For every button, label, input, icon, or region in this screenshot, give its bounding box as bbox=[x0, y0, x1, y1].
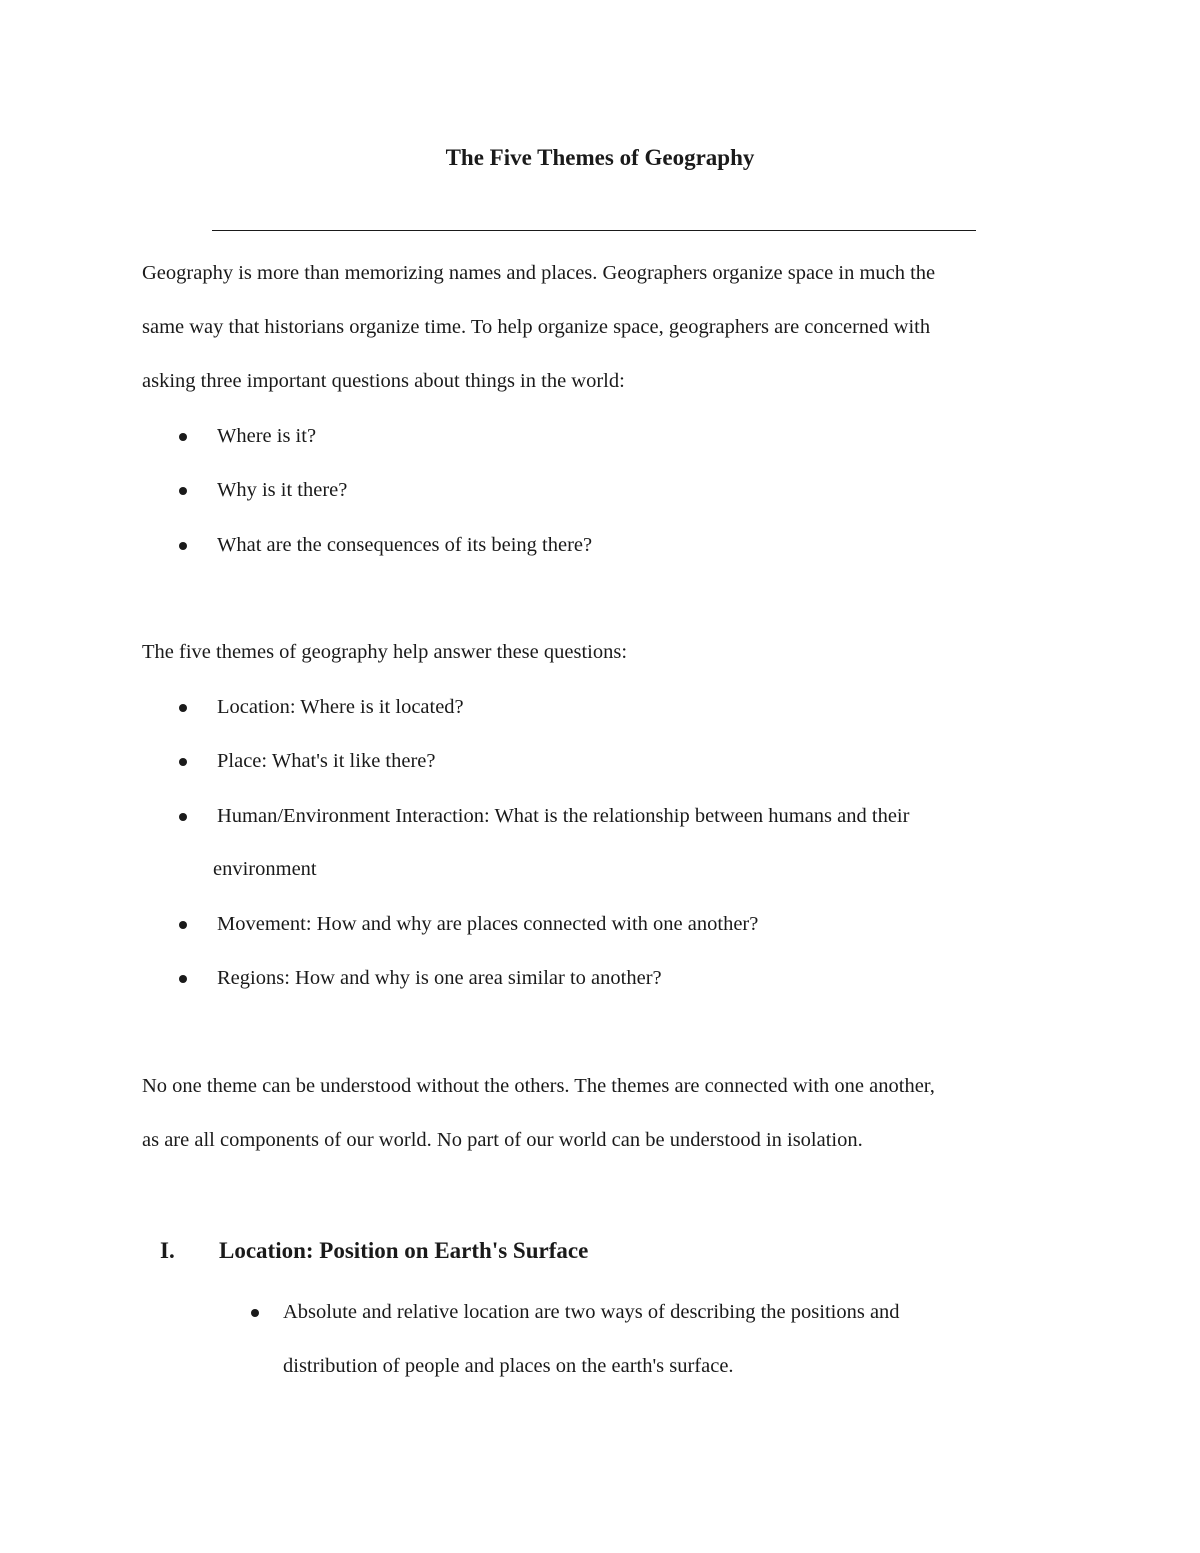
list-item-continuation bbox=[0, 842, 1200, 896]
conclusion-line-2: as are all components of our world. No part of our world can be understood in isolation. bbox=[142, 1129, 863, 1151]
theme-text: Regions: How and why is one area similar to another? bbox=[217, 967, 662, 989]
list-item bbox=[0, 789, 1200, 843]
section-bullet-text-continued: distribution of people and places on the earth's surface. bbox=[283, 1355, 734, 1377]
bullet-icon bbox=[179, 813, 187, 821]
title-underline bbox=[212, 230, 976, 231]
theme-text: Human/Environment Interaction: What is the relationship between humans and their bbox=[217, 805, 910, 827]
section-heading bbox=[0, 1224, 1200, 1278]
section-bullet-text: Absolute and relative location are two ways of describing the positions and bbox=[283, 1301, 900, 1323]
intro-line-3: asking three important questions about things in the world: bbox=[142, 370, 625, 392]
bullet-icon bbox=[179, 921, 187, 929]
list-item bbox=[0, 1285, 1200, 1339]
bullet-icon bbox=[179, 975, 187, 983]
intro-line-2: same way that historians organize time. To help organize space, geographers are concerned with bbox=[142, 316, 931, 338]
question-text: Why is it there? bbox=[217, 479, 348, 501]
theme-text: Movement: How and why are places connected with one another? bbox=[217, 913, 759, 935]
bullet-icon bbox=[179, 758, 187, 766]
list-item bbox=[0, 409, 1200, 463]
themes-intro: The five themes of geography help answer these questions: bbox=[142, 641, 628, 663]
bullet-icon bbox=[179, 487, 187, 495]
bullet-icon bbox=[179, 704, 187, 712]
list-item bbox=[0, 897, 1200, 951]
list-item bbox=[0, 463, 1200, 517]
list-item bbox=[0, 734, 1200, 788]
list-item bbox=[0, 951, 1200, 1005]
question-text: Where is it? bbox=[217, 425, 317, 447]
page-title: The Five Themes of Geography bbox=[445, 145, 755, 170]
intro-line-1: Geography is more than memorizing names and places. Geographers organize space in much the bbox=[142, 262, 936, 284]
section-title: Location: Position on Earth's Surface bbox=[219, 1238, 589, 1263]
section-number: I. bbox=[160, 1238, 175, 1263]
list-item bbox=[0, 680, 1200, 734]
conclusion-line-1: No one theme can be understood without the others. The themes are connected with one another, bbox=[142, 1075, 935, 1097]
theme-text: Location: Where is it located? bbox=[217, 696, 464, 718]
bullet-icon bbox=[179, 542, 187, 550]
list-item bbox=[0, 518, 1200, 572]
bullet-icon bbox=[179, 433, 187, 441]
list-item-continuation bbox=[0, 1339, 1200, 1393]
question-text: What are the consequences of its being there? bbox=[217, 534, 593, 556]
bullet-icon bbox=[251, 1309, 259, 1317]
theme-text-continued: environment bbox=[213, 858, 317, 880]
theme-text: Place: What's it like there? bbox=[217, 750, 436, 772]
